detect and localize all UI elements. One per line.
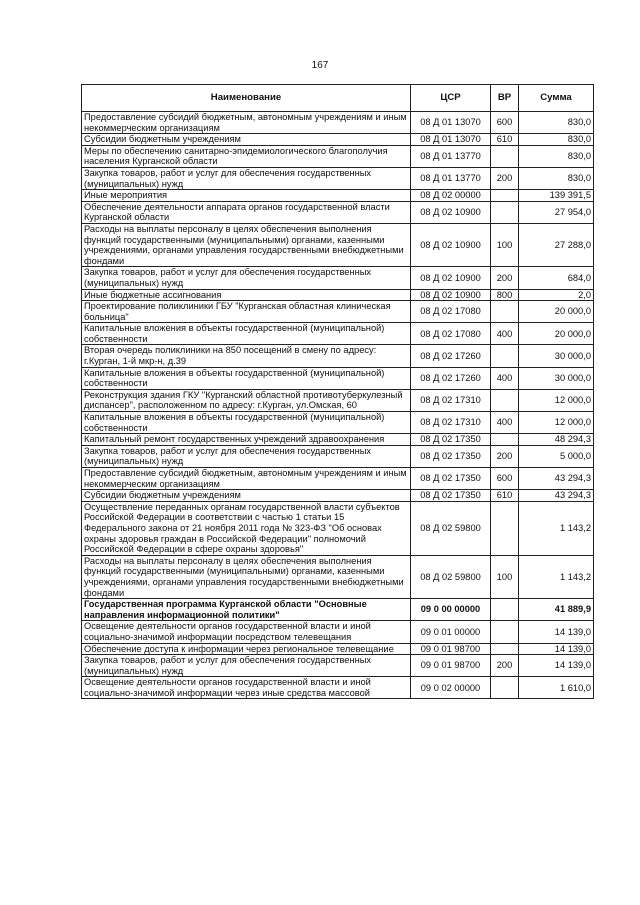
table-row <box>82 134 594 146</box>
cell-csr: 08 Д 02 17080 <box>411 301 491 323</box>
cell-name: Капитальные вложения в объекты государственной (муниципальной) собственности <box>82 323 411 345</box>
table-row <box>82 677 594 699</box>
cell-name: Иные мероприятия <box>82 190 411 202</box>
cell-vr: 600 <box>491 468 519 490</box>
cell-vr <box>491 643 519 655</box>
table-row <box>82 412 594 434</box>
cell-csr: 08 Д 02 17310 <box>411 412 491 434</box>
cell-vr: 400 <box>491 367 519 389</box>
cell-csr: 08 Д 02 17350 <box>411 490 491 502</box>
table-row <box>82 621 594 643</box>
cell-csr: 09 0 01 00000 <box>411 621 491 643</box>
cell-csr: 09 0 01 98700 <box>411 643 491 655</box>
cell-vr: 800 <box>491 289 519 301</box>
table-row <box>82 643 594 655</box>
cell-csr: 09 0 02 00000 <box>411 677 491 699</box>
cell-csr: 08 Д 02 10900 <box>411 223 491 266</box>
header-name: Наименование <box>82 85 411 112</box>
cell-sum: 5 000,0 <box>519 445 594 467</box>
cell-sum: 2,0 <box>519 289 594 301</box>
cell-vr <box>491 201 519 223</box>
cell-vr: 610 <box>491 134 519 146</box>
cell-name: Субсидии бюджетным учреждениям <box>82 490 411 502</box>
cell-sum: 830,0 <box>519 134 594 146</box>
cell-sum: 830,0 <box>519 145 594 167</box>
cell-sum: 41 889,9 <box>519 599 594 621</box>
cell-csr: 08 Д 02 59800 <box>411 555 491 598</box>
cell-csr: 08 Д 02 10900 <box>411 267 491 289</box>
table-row <box>82 434 594 446</box>
cell-vr: 200 <box>491 445 519 467</box>
table-row <box>82 301 594 323</box>
cell-vr <box>491 345 519 367</box>
cell-sum: 48 294,3 <box>519 434 594 446</box>
table-row <box>82 112 594 134</box>
cell-vr <box>491 621 519 643</box>
cell-sum: 12 000,0 <box>519 412 594 434</box>
table-row <box>82 655 594 677</box>
cell-csr: 08 Д 02 17350 <box>411 434 491 446</box>
cell-csr: 08 Д 01 13070 <box>411 112 491 134</box>
cell-name: Государственная программа Курганской области "Основные направления информационной политики" <box>82 599 411 621</box>
table-row <box>82 555 594 598</box>
table-row <box>82 323 594 345</box>
table-row <box>82 468 594 490</box>
cell-vr: 200 <box>491 267 519 289</box>
cell-sum: 1 143,2 <box>519 555 594 598</box>
cell-sum: 139 391,5 <box>519 190 594 202</box>
cell-vr <box>491 677 519 699</box>
table-row <box>82 501 594 555</box>
header-csr: ЦСР <box>411 85 491 112</box>
cell-name: Освещение деятельности органов государственной власти и иной социально-значимой информации посредством телевещания <box>82 621 411 643</box>
cell-vr <box>491 501 519 555</box>
cell-name: Закупка товаров, работ и услуг для обеспечения государственных (муниципальных) нужд <box>82 445 411 467</box>
cell-csr: 08 Д 02 17260 <box>411 367 491 389</box>
cell-name: Субсидии бюджетным учреждениям <box>82 134 411 146</box>
table-row <box>82 289 594 301</box>
cell-vr <box>491 301 519 323</box>
cell-name: Обеспечение доступа к информации через региональное телевещание <box>82 643 411 655</box>
table-row <box>82 599 594 621</box>
cell-sum: 684,0 <box>519 267 594 289</box>
table-row <box>82 190 594 202</box>
cell-sum: 43 294,3 <box>519 490 594 502</box>
cell-name: Предоставление субсидий бюджетным, автономным учреждениям и иным некоммерческим организациям <box>82 112 411 134</box>
cell-sum: 14 139,0 <box>519 655 594 677</box>
cell-name: Капитальные вложения в объекты государственной (муниципальной) собственности <box>82 412 411 434</box>
cell-sum: 27 954,0 <box>519 201 594 223</box>
cell-vr: 100 <box>491 555 519 598</box>
cell-csr: 08 Д 01 13770 <box>411 145 491 167</box>
page-number: 167 <box>311 60 329 71</box>
cell-sum: 14 139,0 <box>519 621 594 643</box>
table-row <box>82 223 594 266</box>
cell-vr <box>491 599 519 621</box>
cell-vr: 400 <box>491 412 519 434</box>
cell-name: Меры по обеспечению санитарно-эпидемиологического благополучия населения Курганской области <box>82 145 411 167</box>
cell-name: Капитальный ремонт государственных учреждений здравоохранения <box>82 434 411 446</box>
cell-sum: 830,0 <box>519 112 594 134</box>
cell-vr: 200 <box>491 655 519 677</box>
cell-vr <box>491 434 519 446</box>
cell-name: Капитальные вложения в объекты государственной (муниципальной) собственности <box>82 367 411 389</box>
cell-csr: 09 0 01 98700 <box>411 655 491 677</box>
cell-csr: 09 0 00 00000 <box>411 599 491 621</box>
cell-name: Вторая очередь поликлиники на 850 посещений в смену по адресу: г.Курган, 1-й мкр-н, д.39 <box>82 345 411 367</box>
cell-name: Расходы на выплаты персоналу в целях обеспечения выполнения функций государственными (муниципальными) органами, казенными учреждениями, органами управления государственными внебюджетными фондами <box>82 223 411 266</box>
cell-name: Расходы на выплаты персоналу в целях обеспечения выполнения функций государственными (муниципальными) органами, казенными учреждениями, органами управления государственными внебюджетными фондами <box>82 555 411 598</box>
cell-csr: 08 Д 02 17310 <box>411 389 491 411</box>
cell-csr: 08 Д 01 13070 <box>411 134 491 146</box>
table-row <box>82 490 594 502</box>
cell-vr: 610 <box>491 490 519 502</box>
table-row <box>82 389 594 411</box>
cell-sum: 1 143,2 <box>519 501 594 555</box>
cell-csr: 08 Д 02 17350 <box>411 468 491 490</box>
cell-name: Реконструкция здания ГКУ "Курганский областной противотуберкулезный диспансер", расположенном по адресу: г.Курган, ул.Омская, 60 <box>82 389 411 411</box>
table-row <box>82 367 594 389</box>
cell-sum: 27 288,0 <box>519 223 594 266</box>
cell-csr: 08 Д 02 10900 <box>411 289 491 301</box>
header-vr: ВР <box>491 85 519 112</box>
cell-name: Освещение деятельности органов государственной власти и иной социально-значимой информации через иные средства массовой <box>82 677 411 699</box>
cell-sum: 30 000,0 <box>519 367 594 389</box>
cell-vr <box>491 389 519 411</box>
cell-sum: 14 139,0 <box>519 643 594 655</box>
cell-sum: 20 000,0 <box>519 301 594 323</box>
cell-name: Осуществление переданных органам государственной власти субъектов Российской Федерации в соответствии с частью 1 статьи 15 Федерального закона от 21 ноября 2011 года № 323-ФЗ "Об основах охраны здоровья граждан в Российской Федерации" полномочий Российской Федерации в сфере охраны здоровья" <box>82 501 411 555</box>
table-row <box>82 267 594 289</box>
cell-vr <box>491 190 519 202</box>
cell-sum: 830,0 <box>519 167 594 189</box>
table-row <box>82 167 594 189</box>
cell-csr: 08 Д 02 17350 <box>411 445 491 467</box>
table-row <box>82 145 594 167</box>
cell-name: Закупка товаров, работ и услуг для обеспечения государственных (муниципальных) нужд <box>82 267 411 289</box>
cell-vr <box>491 145 519 167</box>
cell-csr: 08 Д 02 17080 <box>411 323 491 345</box>
cell-sum: 43 294,3 <box>519 468 594 490</box>
cell-name: Обеспечение деятельности аппарата органов государственной власти Курганской области <box>82 201 411 223</box>
cell-csr: 08 Д 02 10900 <box>411 201 491 223</box>
cell-name: Предоставление субсидий бюджетным, автономным учреждениям и иным некоммерческим организациям <box>82 468 411 490</box>
cell-sum: 30 000,0 <box>519 345 594 367</box>
header-sum: Сумма <box>519 85 594 112</box>
table-row <box>82 445 594 467</box>
table-row <box>82 345 594 367</box>
table-row <box>82 201 594 223</box>
cell-vr: 100 <box>491 223 519 266</box>
cell-name: Закупка товаров, работ и услуг для обеспечения государственных (муниципальных) нужд <box>82 655 411 677</box>
cell-vr: 400 <box>491 323 519 345</box>
cell-sum: 1 610,0 <box>519 677 594 699</box>
cell-vr: 200 <box>491 167 519 189</box>
table-header-row <box>82 85 594 112</box>
cell-name: Иные бюджетные ассигнования <box>82 289 411 301</box>
cell-name: Закупка товаров, работ и услуг для обеспечения государственных (муниципальных) нужд <box>82 167 411 189</box>
cell-sum: 12 000,0 <box>519 389 594 411</box>
cell-csr: 08 Д 01 13770 <box>411 167 491 189</box>
cell-csr: 08 Д 02 00000 <box>411 190 491 202</box>
cell-name: Проектирование поликлиники ГБУ "Курганская областная клиническая больница" <box>82 301 411 323</box>
cell-sum: 20 000,0 <box>519 323 594 345</box>
cell-vr: 600 <box>491 112 519 134</box>
budget-table <box>81 84 594 699</box>
cell-csr: 08 Д 02 59800 <box>411 501 491 555</box>
cell-csr: 08 Д 02 17260 <box>411 345 491 367</box>
